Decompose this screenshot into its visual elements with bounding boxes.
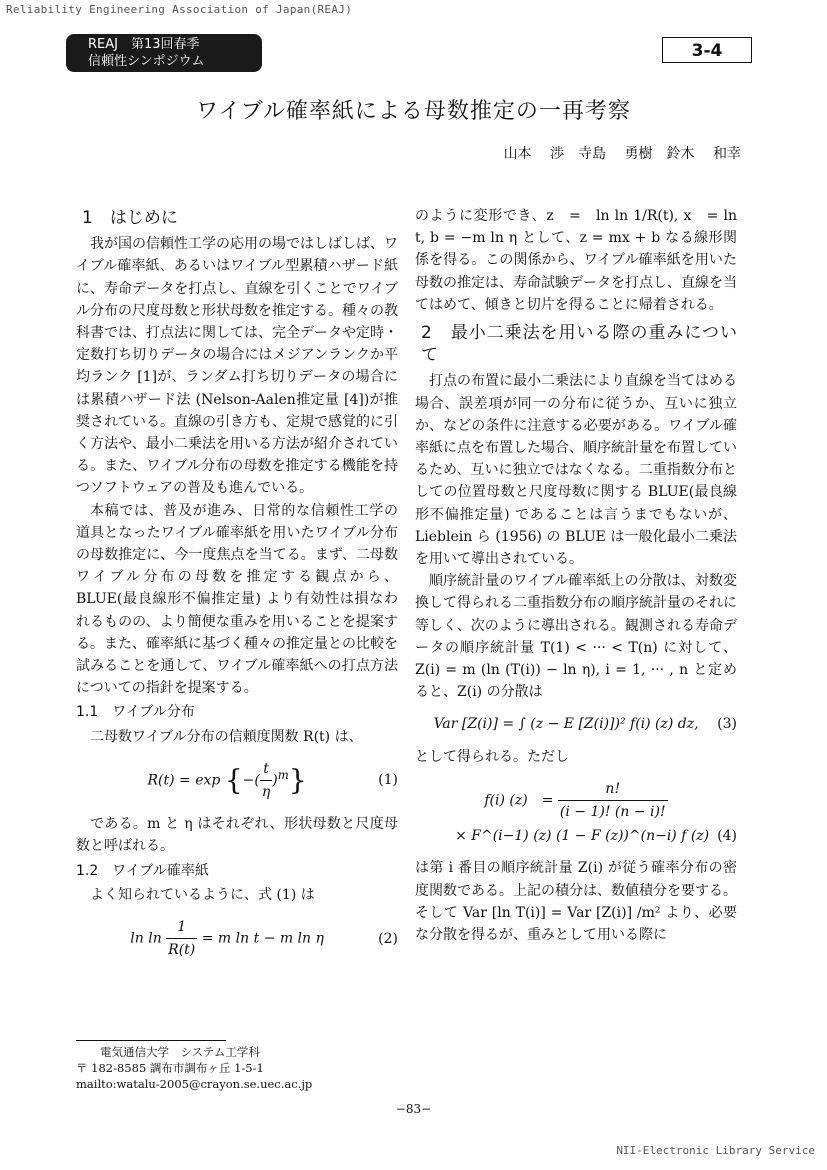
equation-number: (3) <box>717 716 737 733</box>
paragraph: 打点の布置に最小二乗法により直線を当てはめる場合、誤差項が同一の分布に従うか、互いに独立か、などの条件に注意する必要がある。ワイブル確率紙に点を布置した場合、順序統計量を布置しているため、互いに独立ではなくなる。二重指数分布としての位置母数と尺度母数に関する BLUE(最良線形不偏推定量) であることは言うまでもないが、Lieblein ら (1956) の BLUE は一般化最小二乗法を用いて導出されている。 <box>415 373 737 568</box>
paragraph: である。m と η はそれぞれ、形状母数と尺度母数と呼ばれる。 <box>76 816 398 855</box>
right-column <box>415 205 737 946</box>
equation-number: (1) <box>378 772 398 789</box>
badge-line-2: 信頼性シンポジウム <box>88 54 205 69</box>
equation-3: Var [Z(i)] = ∫ (z − E [Z(i)])² f(i) (z) dz, (3) <box>415 713 737 735</box>
footer-service: NII-Electronic Library Service <box>616 1144 815 1157</box>
badge-line-1: REAJ 第13回春季 <box>88 37 200 52</box>
paragraph: 本稿では、普及が進み、日常的な信頼性工学の道具となったワイブル確率紙を用いたワイブル分布の母数推定に、今一度焦点を当てる。まず、二母数ワイブル分布の母数を推定する観点から、BLUE(最良線形不偏推定量) より有効性は損なわれるものの、より簡便な重みを用いることを提案する。また、確率紙に基づく種々の推定量との比較を試みることを通して、ワイブル確率紙への打点方法についての指針を提案する。 <box>76 502 398 697</box>
equation-number: (4) <box>717 828 737 845</box>
paper-number: 3-4 <box>662 37 752 63</box>
equation-number: (2) <box>378 930 398 947</box>
section-1-heading: 1 はじめに <box>82 208 178 228</box>
equation-4: f(i) (z) = $\frac{n!}{(i - 1)! (n - i)!}$ <box>415 778 737 823</box>
footnote <box>76 1044 312 1092</box>
paragraph: 我が国の信頼性工学の応用の場ではしばしば、ワイブル確率紙、あるいはワイブル型累積ハザード紙に、寿命データを打点し、直線を引くことでワイブル分布の尺度母数と形状母数を推定する。種々の教科書では、打点法に関しては、完全データや定時・定数打ち切りデータの場合にはメジアンランクか平均ランク [1]が、ランダム打ち切りデータの場合には累積ハザード法 (Nelson-Aalen推定量 [4])が推奨されている。直線の引き方も、定規で感覚的に引く方法や、最小二乗法を用いる方法が紹介されている。また、ワイブル分布の母数を推定する機能を持つソフトウェアの普及も進んでいる。 <box>76 236 398 497</box>
equation-1: R(t) = exp {−( $\frac{t}{\eta}$ )$^m$} (1) <box>76 758 398 803</box>
address: 〒 182-8585 調布市調布ヶ丘 1-5-1 <box>76 1061 264 1075</box>
subsection-1-2-heading: 1.2 ワイブル確率紙 <box>76 862 209 879</box>
authors: 山本 渉 寺島 勇樹 鈴木 和幸 <box>503 146 741 162</box>
affiliation: 電気通信大学 システム工学科 <box>100 1045 260 1059</box>
email: mailto:watalu-2005@crayon.se.uec.ac.jp <box>76 1077 313 1091</box>
equation-4-line-2: × F^(i−1) (z) (1 − F (z))^(n−i) f (z) (4) <box>415 825 737 847</box>
paper-title: ワイブル確率紙による母数推定の一再考察 <box>196 99 631 124</box>
paragraph: のように変形でき、z = ln ln 1/R(t), x = ln t, b = −m ln η として、z = mx + b なる線形関係を得る。この関係から、ワイブル確率紙を用いた母数の推定は、寿命試験データを打点し、直線を当てはめて、傾きと切片を得ることに帰着される。 <box>415 208 737 313</box>
left-column <box>76 205 398 972</box>
header-organization: Reliability Engineering Association of Japan(REAJ) <box>6 3 353 16</box>
section-2-heading: 2 最小二乗法を用いる際の重みについて <box>421 323 737 366</box>
paragraph: よく知られているように、式 (1) は <box>90 886 315 903</box>
paragraph: 二母数ワイブル分布の信頼度関数 R(t) は、 <box>90 728 363 745</box>
paragraph: は第 i 番目の順序統計量 Z(i) が従う確率分布の密度関数である。上記の積分は、数値積分を要する。そして Var [ln T(i)] = Var [Z(i)] /m² より、必要な分散を得るが、重みとして用いる際に <box>415 860 737 944</box>
footnote-divider <box>76 1040 226 1041</box>
symposium-badge <box>66 34 262 72</box>
equation-2: ln ln $\frac{1}{R(t)}$ = m ln t − m ln η (2) <box>76 916 398 961</box>
subsection-1-1-heading: 1.1 ワイブル分布 <box>76 704 195 721</box>
paragraph: 順序統計量のワイブル確率紙上の分散は、対数変換して得られる二重指数分布の順序統計量のそれに等しく、次のように導出される。観測される寿命データの順序統計量 T(1) < ··· < T(n) に対して、Z(i) = m (ln (T(i)) − ln η), i = 1, ··· , n と定めると、Z(i) の分散は <box>415 573 737 701</box>
paragraph: として得られる。ただし <box>415 748 569 765</box>
page-number: −83− <box>395 1102 432 1116</box>
